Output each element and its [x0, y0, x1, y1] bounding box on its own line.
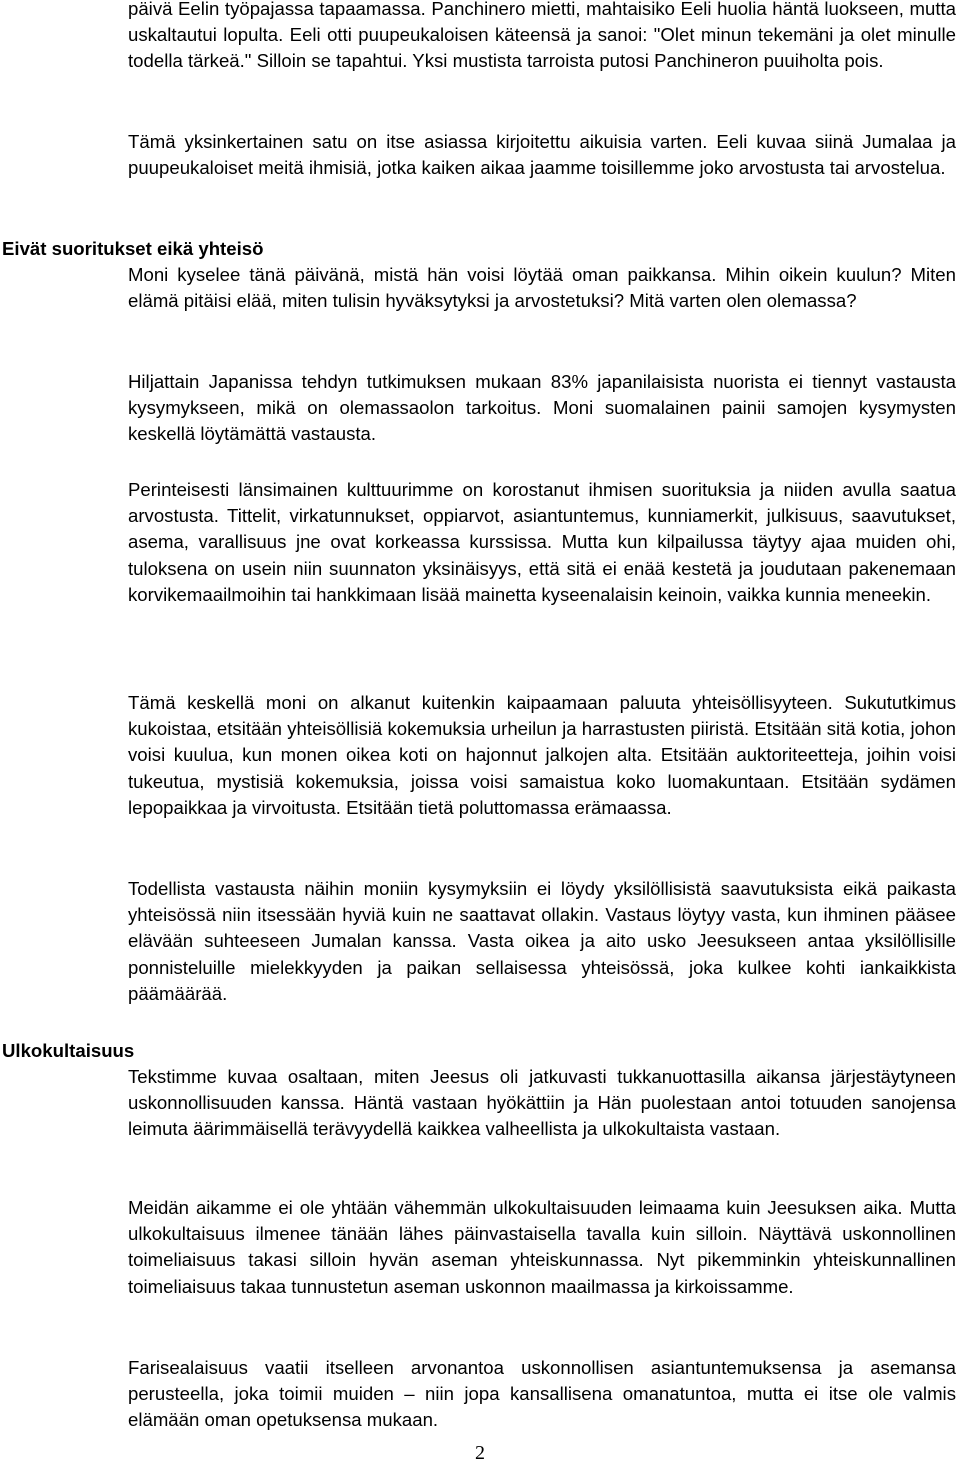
paragraph-story-ending: päivä Eelin työpajassa tapaamassa. Panchinero mietti, mahtaisiko Eeli huolia häntä luokseen, mutta uskaltautui lopulta. Eeli otti puupeukaloisen käteensä ja sanoi: "Olet minun tekemäni ja olet minulle todella tärkeä." Silloin se tapahtui. Yksi mustista tarroista putosi Panchineron puuiholta pois.: [128, 0, 956, 72]
section-heading-achievements: Eivät suoritukset eikä yhteisö: [2, 238, 264, 259]
paragraph-community: Tämä keskellä moni on alkanut kuitenkin kaipaamaan paluuta yhteisöllisyyteen. Sukututkimus kukoistaa, etsitään yhteisöllisiä kokemuksia urheilun ja harrastusten piiristä. Etsitään sitä kotia, johon voisi kuulua, kun monen oikea koti on hajonnut jalkojen alta. Etsitään auktoriteetteja, joihin voisi tukeutua, mystisiä kokemuksia, joissa voisi samaistua koko luomakuntaan. Etsitään sydämen lepopaikkaa ja virvoitusta. Etsitään tietä poluttomassa erämaassa.: [128, 692, 956, 818]
paragraph-western-culture: Perinteisesti länsimainen kulttuurimme on korostanut ihmisen suorituksia ja niiden avulla saatua arvostusta. Tittelit, virkatunnukset, oppiarvot, asiantuntemus, kunniamerkit, julkisuus, saavutukset, asema, varallisuus jne ovat korkeassa kurssissa. Mutta kun kilpailussa täytyy ajaa muiden ohi, tuloksena on usein niin suunnaton yksinäisyys, että sitä ei enää kestetä ja joudutaan pakenemaan korvikemaailmoihin tai hankkimaan lisää mainetta kyseenalaisin keinoin, vaikka kunnia meneekin.: [128, 479, 956, 605]
paragraph-true-answer: Todellista vastausta näihin moniin kysymyksiin ei löydy yksilöllisistä saavutuksista eikä paikasta yhteisössä niin itsessään hyviä kuin ne saattavat ollakin. Vastaus löytyy vasta, kun ihminen pääsee elävään suhteeseen Jumalan kanssa. Vasta oikea ja aito usko Jeesukseen antaa yksilöllisille ponnisteluille mielekkyyden ja paikan sellaisessa yhteisössä, joka kulkee kohti iankaikkista päämäärää.: [128, 878, 956, 1004]
paragraph-story-meaning: Tämä yksinkertainen satu on itse asiassa kirjoitettu aikuisia varten. Eeli kuvaa siinä Jumalaa ja puupeukaloiset meitä ihmisiä, jotka kaiken aikaa jaamme toisillemme joko arvostusta tai arvostelua.: [128, 131, 956, 179]
section-heading-hypocrisy: Ulkokultaisuus: [2, 1040, 135, 1061]
paragraph-japan-study: Hiljattain Japanissa tehdyn tutkimuksen mukaan 83% japanilaisista nuorista ei tiennyt vastausta kysymykseen, mikä on olemassaolon tarkoitus. Moni suomalainen painii samojen kysymysten keskellä löytämättä vastausta.: [128, 371, 956, 445]
paragraph-our-time: Meidän aikamme ei ole yhtään vähemmän ulkokultaisuuden leimaama kuin Jeesuksen aika. Mutta ulkokultaisuus ilmenee tänään lähes päinvastaisella tavalla kuin silloin. Näyttävä uskonnollinen toimeliaisuus takasi silloin hyvän aseman yhteiskunnassa. Nyt pikemminkin yhteiskunnallinen toimeliaisuus takaa tunnustetun aseman uskonnon maailmassa ja kirkoissamme.: [128, 1197, 956, 1297]
page-number: 2: [475, 1442, 485, 1464]
paragraph-jesus-conflict: Tekstimme kuvaa osaltaan, miten Jeesus oli jatkuvasti tukkanuottasilla aikansa järjestäytyneen uskonnollisuuden kanssa. Häntä vastaan hyökättiin ja Hän puolestaan antoi totuuden sanojensa leimuta äärimmäisellä terävyydellä kaikkea valheellista ja ulkokultaista vastaan.: [128, 1066, 956, 1140]
paragraph-questions: Moni kyselee tänä päivänä, mistä hän voisi löytää oman paikkansa. Mihin oikein kuulun? Miten elämä pitäisi elää, miten tulisin hyväksytyksi ja arvostetuksi? Mitä varten olen olemassa?: [128, 264, 956, 312]
paragraph-pharisaism: Farisealaisuus vaatii itselleen arvonantoa uskonnollisen asiantuntemuksensa ja asemansa perusteella, joka toimii muiden – niin jopa kansallisena omanatuntoa, mutta ei itse ole valmis elämään oman opetuksensa mukaan.: [128, 1357, 956, 1431]
